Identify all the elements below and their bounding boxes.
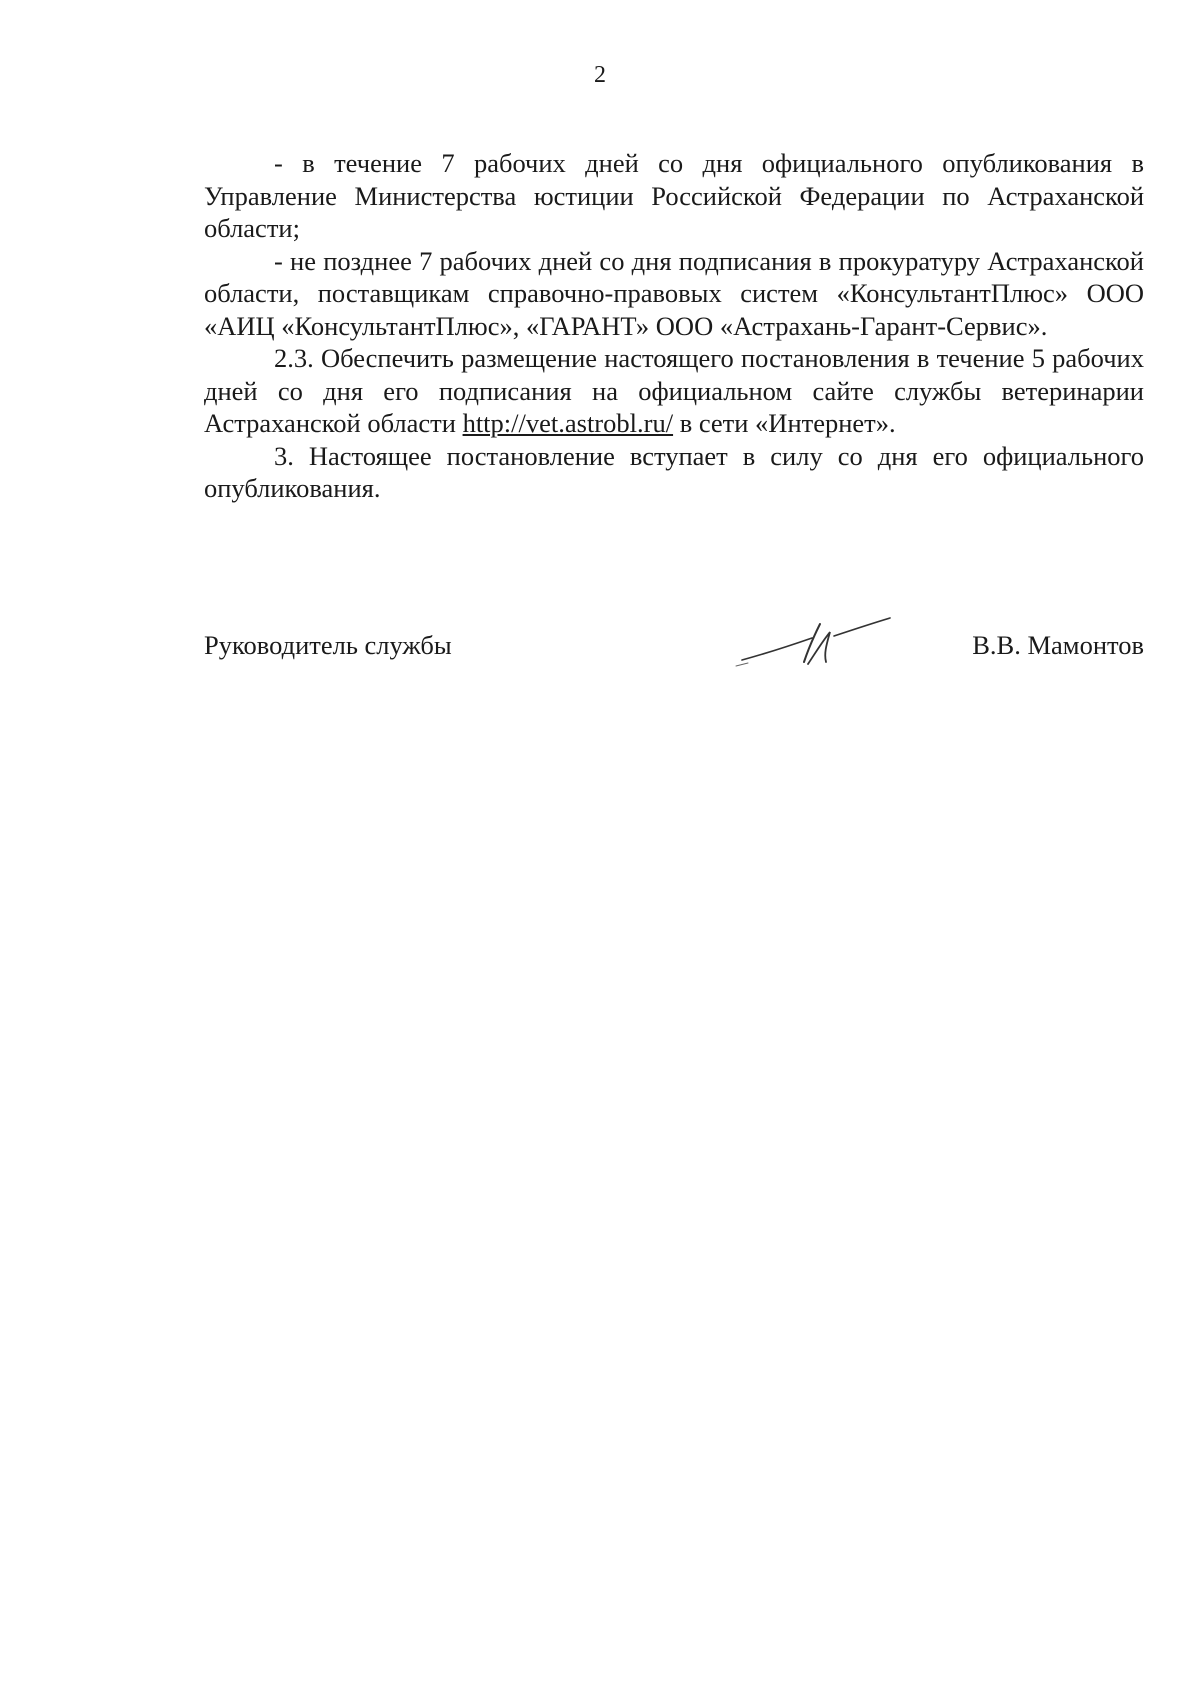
paragraph-effective-date: 3. Настоящее постановление вступает в силу со дня его официального опубликования. [204, 440, 1144, 503]
website-link[interactable]: http://vet.astrobl.ru/ [462, 408, 674, 438]
signer-name: В.В. Мамонтов [972, 630, 1144, 660]
paragraph-website-text: 2.3. Обеспечить размещение настоящего постановления в течение 5 рабочих дней со дня его подписания на официальном сайте службы ветеринарии Астраханской области [204, 343, 1144, 438]
signature-block [204, 630, 1144, 690]
page-number: 2 [594, 62, 606, 88]
document-body [204, 147, 1144, 505]
signer-position: Руководитель службы [204, 630, 452, 660]
paragraph-justice-ministry: - в течение 7 рабочих дней со дня официального опубликования в Управление Министерства юстиции Российской Федерации по Астраханской области; [204, 148, 1144, 243]
paragraph-website-publication [204, 342, 1144, 440]
paragraph-prosecutor: - не позднее 7 рабочих дней со дня подписания в прокуратуру Астраханской области, поставщикам справочно-правовых систем «КонсультантПлюс» ООО «АИЦ «КонсультантПлюс», «ГАРАНТ» ООО «Астрахань-Гарант-Сервис». [204, 245, 1144, 341]
paragraph-website-text-end: в сети «Интернет». [673, 408, 896, 438]
handwritten-signature [734, 612, 894, 672]
